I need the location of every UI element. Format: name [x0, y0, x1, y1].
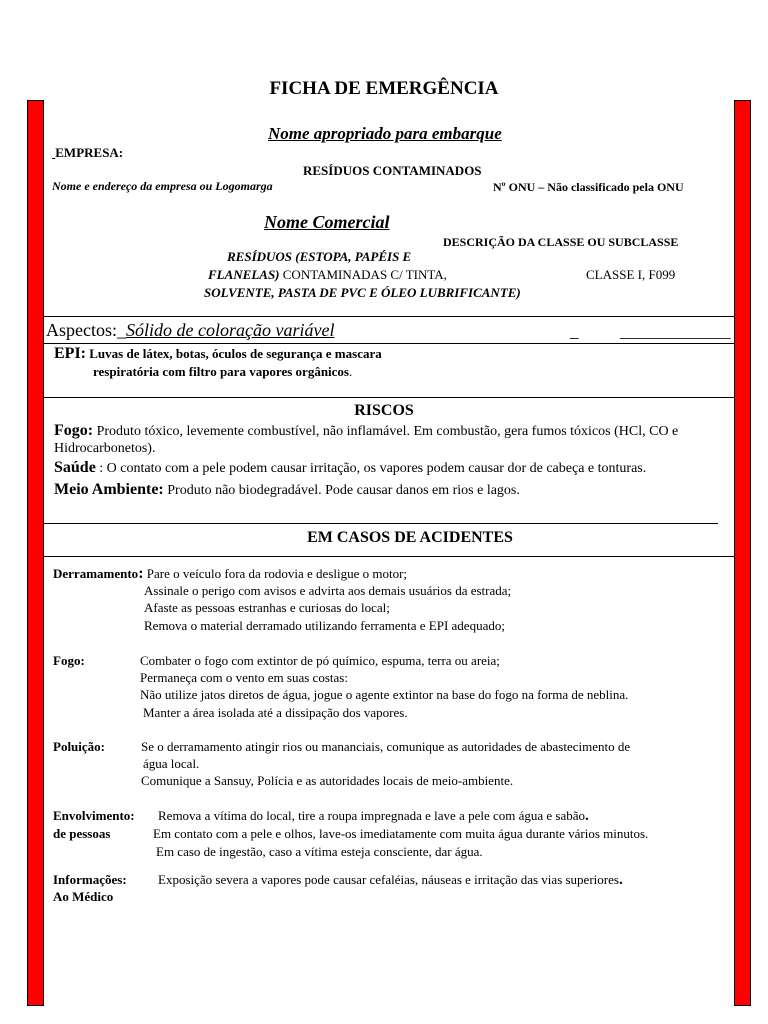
riscos-saude: Saúde : O contato com a pele podem causar irritação, os vapores podem causar dor de cabeça e tonturas.	[54, 459, 647, 476]
fogo-line: Combater o fogo com extintor de pó químico, espuma, terra ou areia;	[140, 653, 500, 668]
fogo-line: Não utilize jatos diretos de água, jogue o agente extintor na base do fogo na forma de neblina.	[140, 687, 629, 702]
left-red-bar	[27, 100, 44, 1006]
derramamento-label: Derramamento	[53, 566, 139, 581]
produto-line-1: RESÍDUOS (ESTOPA, PAPÉIS E	[227, 249, 412, 264]
envolvimento-line: Em caso de ingestão, caso a vítima esteja consciente, dar água.	[156, 844, 483, 859]
aspectos-trail: _	[570, 322, 579, 341]
onu-number: Nº ONU – Não classificado pela ONU	[493, 180, 684, 194]
poluicao-line: água local.	[143, 756, 200, 771]
riscos-heading: RISCOS	[354, 402, 414, 419]
divider	[44, 397, 734, 398]
riscos-meio-ambiente: Meio Ambiente: Produto não biodegradável. Pode causar danos em rios e lagos.	[54, 481, 520, 498]
informacoes-line: Exposição severa a vapores pode causar cefaléias, náuseas e irritação das vias superiores.	[158, 872, 623, 888]
fogo-label: Fogo:	[53, 653, 85, 668]
acidentes-heading: EM CASOS DE ACIDENTES	[307, 529, 513, 546]
derramamento-row: Derramamento: Pare o veículo fora da rodovia e desligue o motor;	[53, 565, 408, 582]
epi-label: EPI:	[54, 345, 86, 362]
envolvimento-label: Envolvimento:	[53, 808, 135, 823]
poluicao-line: Se o derramamento atingir rios ou mananciais, comunique as autoridades de abastecimento de	[141, 739, 631, 754]
informacoes-label: Informações:	[53, 872, 127, 887]
empresa-placeholder: Nome e endereço da empresa ou Logomarga	[52, 179, 273, 193]
derramamento-line: Assinale o perigo com avisos e advirta aos demais usuários da estrada;	[144, 583, 512, 598]
derramamento-line: Remova o material derramado utilizando ferramenta e EPI adequado;	[144, 618, 505, 633]
poluicao-line: Comunique a Sansuy, Polícia e as autoridades locais de meio-ambiente.	[141, 773, 514, 788]
divider	[44, 523, 718, 524]
derramamento-line: Afaste as pessoas estranhas e curiosas do local;	[144, 600, 390, 615]
aspectos-label: Aspectos:_	[46, 320, 126, 340]
right-red-bar	[734, 100, 751, 1006]
informacoes-label-2: Ao Médico	[53, 889, 114, 904]
riscos-fogo-cont: Hidrocarbonetos).	[54, 441, 156, 456]
descricao-classe: DESCRIÇÃO DA CLASSE OU SUBCLASSE	[443, 235, 679, 249]
poluicao-label: Poluição:	[53, 739, 105, 754]
nome-apropriado-heading: Nome apropriado para embarque	[268, 124, 502, 143]
aspectos-row	[46, 320, 356, 341]
divider	[44, 316, 734, 317]
envolvimento-line: Remova a vítima do local, tire a roupa impregnada e lave a pele com água e sabão.	[158, 808, 589, 824]
divider	[44, 556, 734, 557]
aspectos-value: Sólido de coloração variável	[126, 320, 335, 340]
produto-line-2: FLANELAS) CONTAMINADAS C/ TINTA,	[208, 267, 447, 282]
page-title: FICHA DE EMERGÊNCIA	[269, 78, 499, 99]
nome-comercial-heading: Nome Comercial	[264, 212, 390, 232]
aspectos-trail-2: _____________	[620, 322, 731, 341]
fogo-line: Manter a área isolada até a dissipação dos vapores.	[143, 705, 408, 720]
fogo-line: Permaneça com o vento em suas costas:	[140, 670, 348, 685]
envolvimento-line: Em contato com a pele e olhos, lave-os imediatamente com muita água durante vários minutos.	[153, 826, 649, 841]
riscos-fogo: Fogo: Produto tóxico, levemente combustível, não inflamável. Em combustão, gera fumos tóxicos (HCl, CO e	[54, 422, 679, 439]
residuos-contaminados: RESÍDUOS CONTAMINADOS	[303, 163, 482, 178]
envolvimento-label-2: de pessoas	[53, 826, 111, 841]
produto-line-3: SOLVENTE, PASTA DE PVC E ÓLEO LUBRIFICANTE)	[204, 285, 521, 300]
classe-value: CLASSE I, F099	[586, 267, 676, 282]
epi-line-2: respiratória com filtro para vapores orgânicos.	[93, 364, 353, 379]
empresa-label: EMPRESA:	[55, 145, 124, 160]
divider	[44, 343, 734, 344]
epi-line-1: EPI: Luvas de látex, botas, óculos de segurança e mascara	[54, 345, 382, 362]
